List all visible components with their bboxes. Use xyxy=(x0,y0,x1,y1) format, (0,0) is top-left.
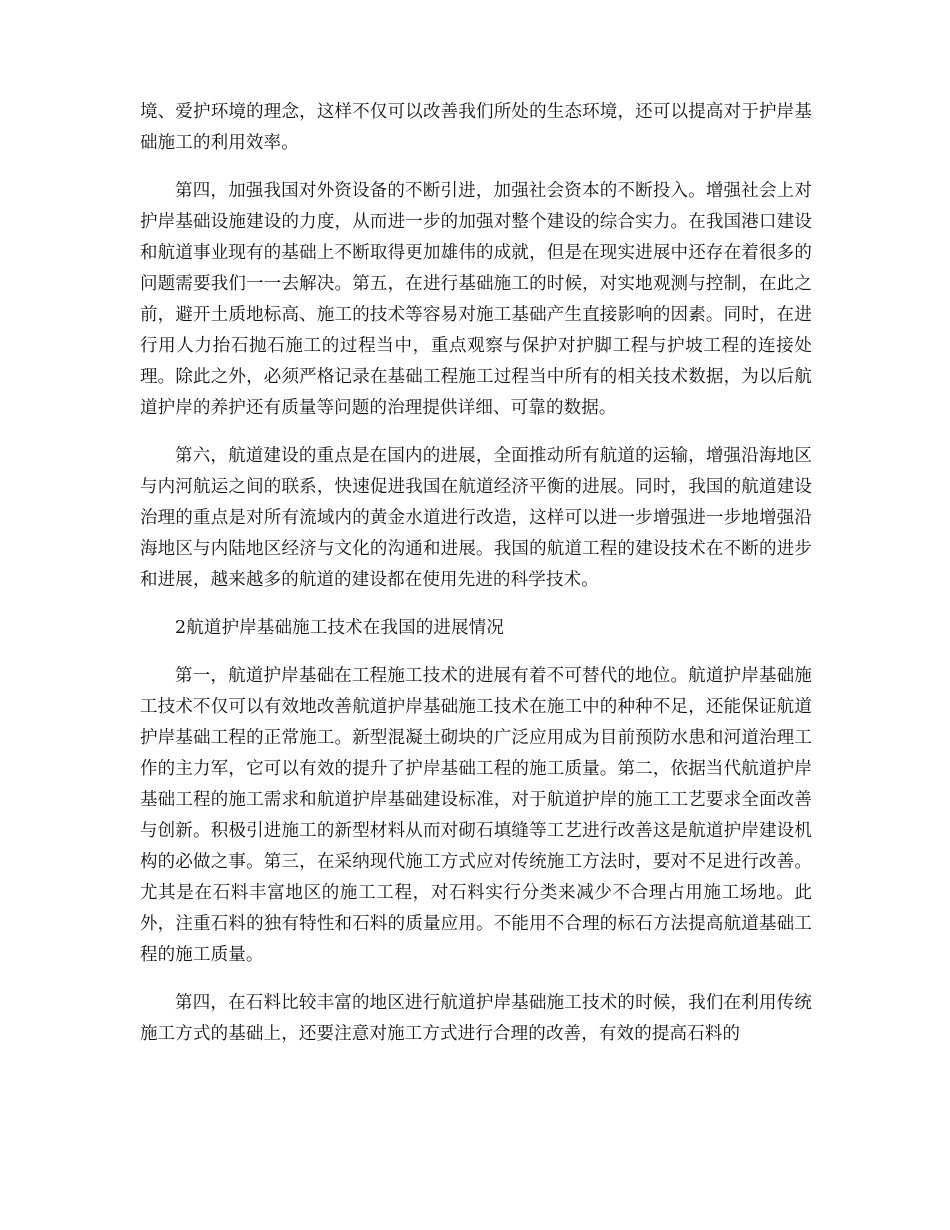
paragraph-sixth: 第六，航道建设的重点是在国内的进展，全面推动所有航道的运输，增强沿海地区与内河航运之间的联系，快速促进我国在航道经济平衡的进展。同时，我国的航道建设治理的重点是对所有流域内的黄金水道进行改造，这样可以进一步增强进一步地增强沿海地区与内陆地区经济与文化的沟通和进展。我国的航道工程的建设技术在不断的进步和进展，越来越多的航道的建设都在使用先进的科学技术。 xyxy=(140,446,812,590)
paragraph-fourth-second: 第四，在石料比较丰富的地区进行航道护岸基础施工技术的时候，我们在利用传统施工方式的基础上，还要注意对施工方式进行合理的改善，有效的提高石料的 xyxy=(140,993,812,1044)
paragraph-fourth: 第四，加强我国对外资设备的不断引进，加强社会资本的不断投入。增强社会上对护岸基础设施建设的力度，从而进一步的加强对整个建设的综合实力。在我国港口建设和航道事业现有的基础上不断取得更加雄伟的成就，但是在现实进展中还存在着很多的问题需要我们一一去解决。第五，在进行基础施工的时候，对实地观测与控制，在此之前，避开土质地标高、施工的技术等容易对施工基础产生直接影响的因素。同时，在进行用人力抬石抛石施工的过程当中，重点观察与保护对护脚工程与护坡工程的连接处理。除此之外，必须严格记录在基础工程施工过程当中所有的相关技术数据，为以后航道护岸的养护还有质量等问题的治理提供详细、可靠的数据。 xyxy=(140,181,812,418)
paragraph-continuation: 境、爱护环境的理念，这样不仅可以改善我们所处的生态环境，还可以提高对于护岸基础施工的利用效率。 xyxy=(140,102,812,153)
section-heading: 2航道护岸基础施工技术在我国的进展情况 xyxy=(175,618,504,638)
paragraph-first: 第一，航道护岸基础在工程施工技术的进展有着不可替代的地位。航道护岸基础施工技术不仅可以有效地改善航道护岸基础施工技术在施工中的种种不足，还能保证航道护岸基础工程的正常施工。新型混凝土砌块的广泛应用成为目前预防水患和河道治理工作的主力军，它可以有效的提升了护岸基础工程的施工质量。第二，依据当代航道护岸基础工程的施工需求和航道护岸基础建设标准，对于航道护岸的施工工艺要求全面改善与创新。积极引进施工的新型材料从而对砌石填缝等工艺进行改善这是航道护岸建设机构的必做之事。第三，在采纳现代施工方式应对传统施工方法时，要对不足进行改善。尤其是在石料丰富地区的施工工程，对石料实行分类来减少不合理占用施工场地。此外，注重石料的独有特性和石料的质量应用。不能用不合理的标石方法提高航道基础工程的施工质量。 xyxy=(140,666,812,965)
document-page xyxy=(140,97,812,1067)
